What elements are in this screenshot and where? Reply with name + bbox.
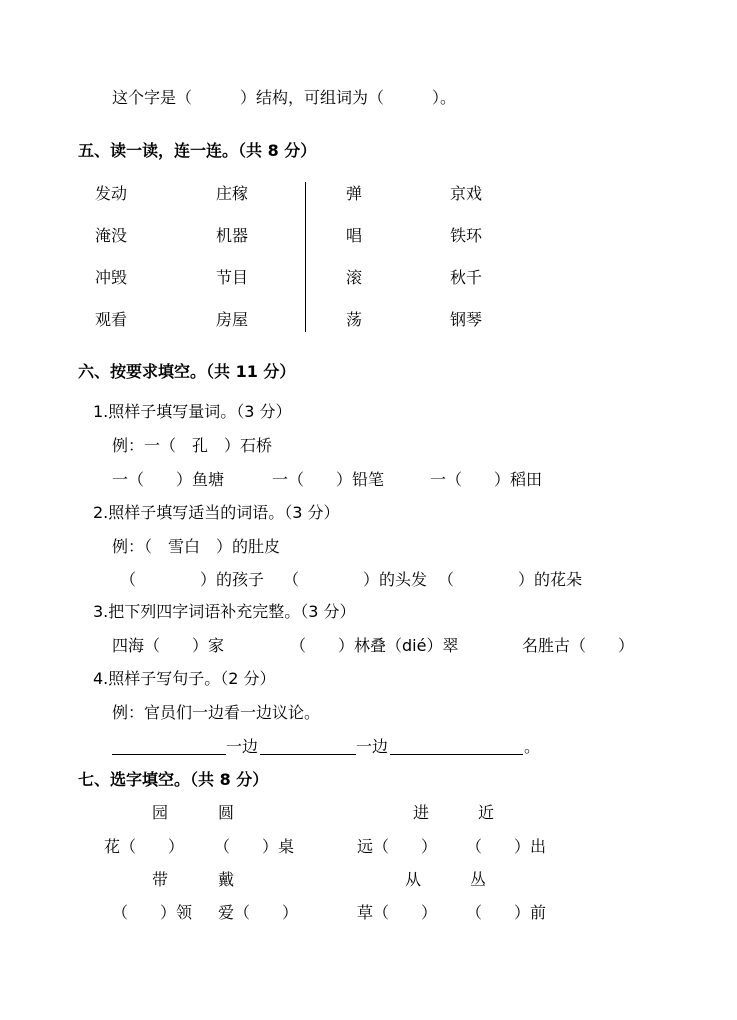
q2-title: 2.照样子填写适当的词语。（3 分）	[93, 503, 340, 522]
section7-heading: 七、选字填空。（共 8 分）	[78, 770, 269, 789]
s5-right2-2[interactable]: 秋千	[450, 268, 483, 287]
s5-left2-1[interactable]: 机器	[216, 226, 249, 245]
q3-item-2[interactable]: （ ）林叠（dié）翠	[290, 636, 459, 655]
q3-item-3[interactable]: 名胜古（ ）	[522, 636, 635, 655]
s7-char-dai1: 带	[152, 870, 169, 889]
q1-example: 例：一（ 孔 ）石桥	[112, 436, 273, 455]
s5-left1-1[interactable]: 淹没	[95, 226, 128, 245]
q4-word-1: 一边	[226, 737, 259, 756]
q4-blank-1[interactable]	[112, 754, 226, 755]
q1-item-1[interactable]: 一（ ）鱼塘	[112, 470, 225, 489]
s7-row2-2[interactable]: 爱（ ）	[218, 903, 299, 922]
s5-left2-3[interactable]: 房屋	[216, 310, 249, 329]
s5-right1-3[interactable]: 荡	[346, 310, 363, 329]
q4-example: 例：官员们一边看一边议论。	[112, 703, 321, 722]
s7-char-jin2: 近	[478, 803, 495, 822]
intro-line: 这个字是（ ）结构，可组词为（ ）。	[112, 88, 457, 107]
s5-right2-0[interactable]: 京戏	[450, 184, 483, 203]
s5-right1-2[interactable]: 滚	[346, 268, 363, 287]
q2-item-2[interactable]: （ ）的头发	[283, 570, 428, 589]
s7-row2-1[interactable]: （ ）领	[112, 903, 193, 922]
q3-title: 3.把下列四字词语补充完整。（3 分）	[93, 602, 356, 621]
q4-title: 4.照样子写句子。（2 分）	[93, 669, 276, 688]
s7-char-yuan2: 圆	[218, 803, 235, 822]
s5-left1-2[interactable]: 冲毁	[95, 268, 128, 287]
s7-row2-4[interactable]: （ ）前	[466, 903, 547, 922]
column-divider	[305, 182, 306, 332]
s5-right1-0[interactable]: 弹	[346, 184, 363, 203]
q4-word-2: 一边	[356, 737, 389, 756]
q1-item-3[interactable]: 一（ ）稻田	[430, 470, 543, 489]
s7-char-jin1: 进	[413, 803, 430, 822]
s5-left1-3[interactable]: 观看	[95, 310, 128, 329]
q1-item-2[interactable]: 一（ ）铅笔	[272, 470, 385, 489]
s5-right1-1[interactable]: 唱	[346, 226, 363, 245]
s5-right2-1[interactable]: 铁环	[450, 226, 483, 245]
section5-heading: 五、读一读，连一连。（共 8 分）	[78, 141, 317, 160]
section6-heading: 六、按要求填空。（共 11 分）	[78, 362, 296, 381]
s7-char-yuan1: 园	[152, 803, 169, 822]
s7-char-cong1: 从	[405, 870, 422, 889]
s5-left2-2[interactable]: 节目	[216, 268, 249, 287]
s5-left1-0[interactable]: 发动	[95, 184, 128, 203]
s7-char-cong2: 丛	[470, 870, 487, 889]
s7-row1-3[interactable]: 远（ ）	[357, 837, 438, 856]
q1-title: 1.照样子填写量词。（3 分）	[93, 402, 292, 421]
s7-row1-1[interactable]: 花（ ）	[104, 837, 185, 856]
q4-blank-2[interactable]	[260, 754, 356, 755]
s7-row1-2[interactable]: （ ）桌	[214, 837, 295, 856]
q2-item-3[interactable]: （ ）的花朵	[438, 570, 583, 589]
q2-example: 例：（ 雪白 ）的肚皮	[112, 537, 281, 556]
s7-char-dai2: 戴	[218, 870, 235, 889]
q2-item-1[interactable]: （ ）的孩子	[120, 570, 265, 589]
s5-right2-3[interactable]: 钢琴	[450, 310, 483, 329]
s7-row2-3[interactable]: 草（ ）	[357, 903, 438, 922]
q3-item-1[interactable]: 四海（ ）家	[112, 636, 225, 655]
s5-left2-0[interactable]: 庄稼	[216, 184, 249, 203]
s7-row1-4[interactable]: （ ）出	[466, 837, 547, 856]
q4-end: 。	[524, 737, 541, 756]
q4-blank-3[interactable]	[390, 754, 523, 755]
